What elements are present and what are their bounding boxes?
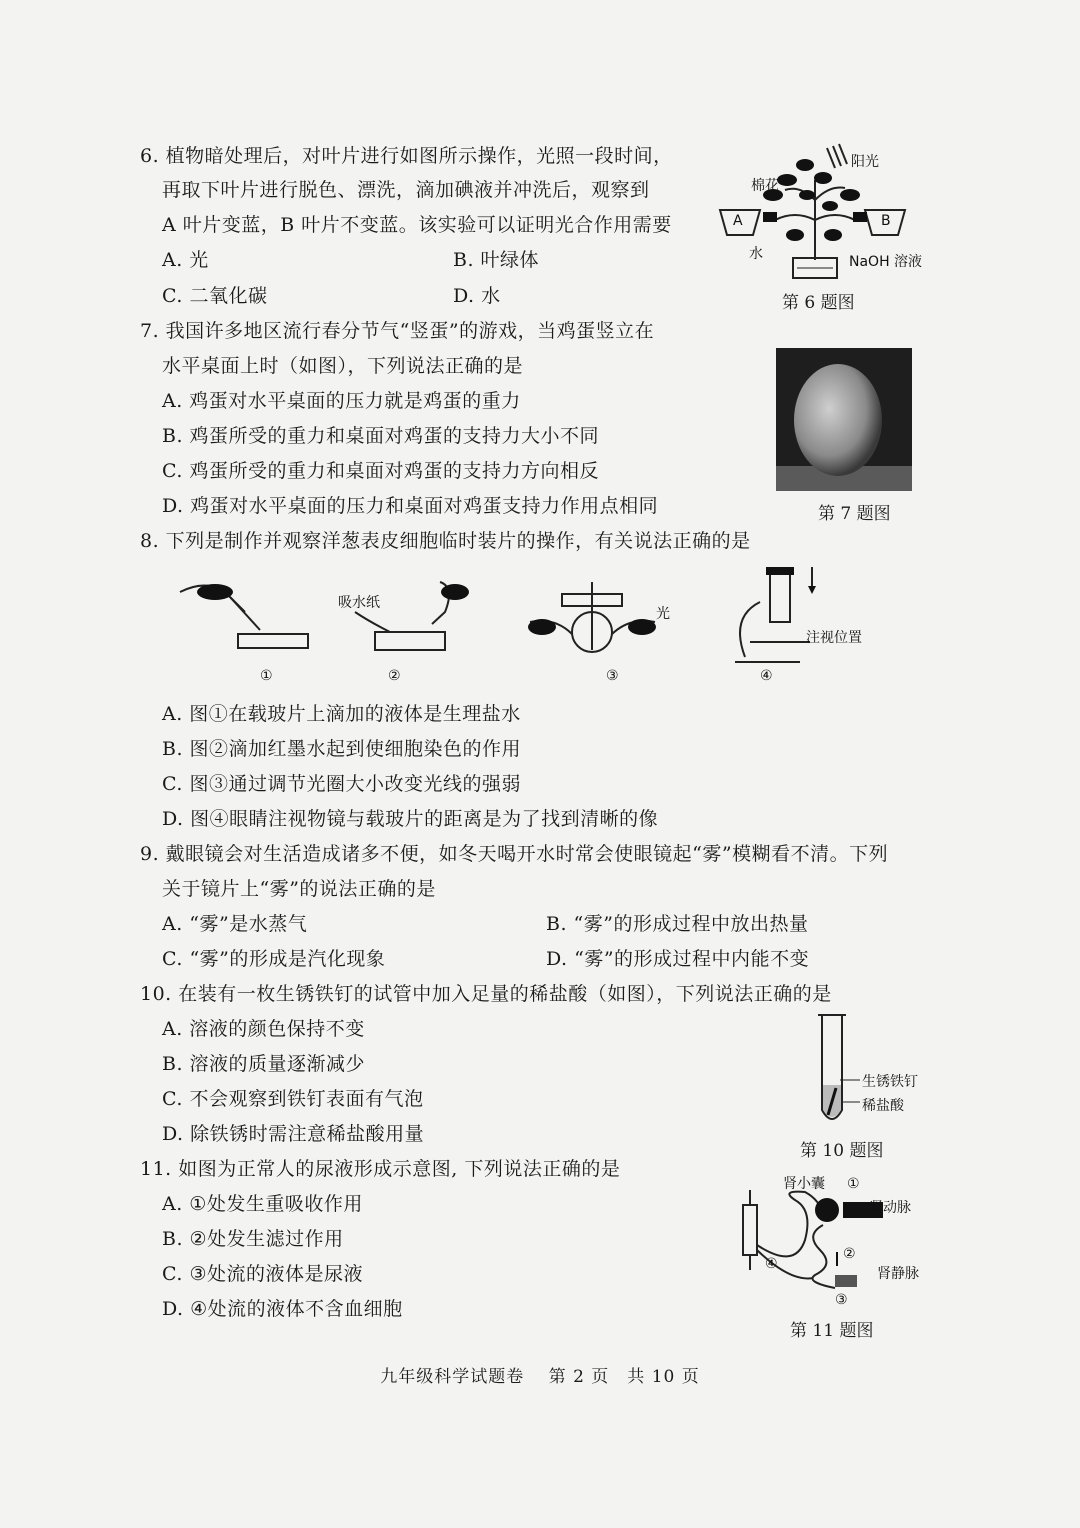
water-label: 水	[749, 246, 763, 262]
q10-test-tube-figure	[810, 1010, 940, 1132]
q10-option-c: C. 不会观察到铁钉表面有气泡	[162, 1088, 424, 1110]
q11-nephron-figure	[735, 1170, 935, 1310]
q6-stem-line-3: A 叶片变蓝，B 叶片不变蓝。该实验可以证明光合作用需要	[162, 214, 672, 236]
renal-capsule-label: 肾小囊	[783, 1176, 825, 1192]
q7-stem-line-2: 水平桌面上时（如图），下列说法正确的是	[162, 355, 524, 377]
sun-label: 阳光	[851, 154, 879, 170]
absorbent-paper-label: 吸水纸	[338, 595, 380, 611]
q11-option-c: C. ③处流的液体是尿液	[162, 1263, 363, 1285]
naoh-label: NaOH 溶液	[849, 254, 923, 270]
q7-option-c: C. 鸡蛋所受的重力和桌面对鸡蛋的支持力方向相反	[162, 460, 599, 482]
leaf-b-label: B	[881, 213, 891, 229]
q6-option-a: A. 光	[162, 249, 209, 271]
q7-stem-line-1: 7. 我国许多地区流行春分节气“竖蛋”的游戏，当鸡蛋竖立在	[140, 320, 655, 342]
q11-option-d: D. ④处流的液体不含血细胞	[162, 1298, 403, 1320]
q7-egg-photo	[776, 348, 912, 491]
q10-stem-line-1: 10. 在装有一枚生锈铁钉的试管中加入足量的稀盐酸（如图），下列说法正确的是	[140, 983, 832, 1005]
cotton-label: 棉花	[751, 178, 779, 194]
step-2-label: ②	[388, 668, 401, 684]
q10-figure-caption: 第 10 题图	[800, 1141, 884, 1161]
q7-option-b: B. 鸡蛋所受的重力和桌面对鸡蛋的支持力大小不同	[162, 425, 600, 447]
q7-figure-caption: 第 7 题图	[818, 504, 891, 524]
q10-option-d: D. 除铁锈时需注意稀盐酸用量	[162, 1123, 425, 1145]
q8-option-b: B. 图②滴加红墨水起到使细胞染色的作用	[162, 738, 522, 760]
renal-artery-label: 肾动脉	[869, 1200, 911, 1216]
q6-option-d: D. 水	[453, 285, 501, 307]
q11-stem-line-1: 11. 如图为正常人的尿液形成示意图, 下列说法正确的是	[140, 1158, 621, 1180]
step-1-label: ①	[260, 668, 273, 684]
leaf-a-label: A	[733, 213, 743, 229]
step-4-label: ④	[760, 668, 773, 684]
q8-stem-line-1: 8. 下列是制作并观察洋葱表皮细胞临时装片的操作，有关说法正确的是	[140, 530, 751, 552]
q6-figure-caption: 第 6 题图	[782, 293, 855, 313]
light-label: 光	[656, 606, 670, 622]
q11-option-b: B. ②处发生滤过作用	[162, 1228, 344, 1250]
renal-vein-label: 肾静脉	[877, 1266, 919, 1282]
q9-option-b: B. “雾”的形成过程中放出热量	[546, 913, 809, 935]
watch-position-label: 注视位置	[806, 630, 862, 646]
q10-option-a: A. 溶液的颜色保持不变	[162, 1018, 365, 1040]
marker-3-label: ③	[835, 1292, 848, 1308]
q9-option-a: A. “雾”是水蒸气	[162, 913, 308, 935]
q11-figure-caption: 第 11 题图	[790, 1321, 874, 1341]
marker-1-label: ①	[847, 1176, 860, 1192]
q9-stem-line-1: 9. 戴眼镜会对生活造成诸多不便，如冬天喝开水时常会使眼镜起“雾”模糊看不清。下列	[140, 843, 889, 865]
dilute-hcl-label: 稀盐酸	[862, 1098, 904, 1114]
q8-option-d: D. 图④眼睛注视物镜与载玻片的距离是为了找到清晰的像	[162, 808, 659, 830]
q6-stem-line-1: 6. 植物暗处理后，对叶片进行如图所示操作，光照一段时间，	[140, 145, 673, 167]
page-footer: 九年级科学试题卷 第 2 页 共 10 页	[380, 1367, 700, 1387]
q8-procedure-figure	[170, 562, 890, 687]
marker-2-label: ②	[843, 1246, 856, 1262]
q6-plant-figure	[715, 140, 945, 290]
q9-stem-line-2: 关于镜片上“雾”的说法正确的是	[162, 878, 436, 900]
q6-stem-line-2: 再取下叶片进行脱色、漂洗，滴加碘液并冲洗后，观察到	[162, 179, 650, 201]
rusty-nail-label: 生锈铁钉	[862, 1074, 918, 1090]
q6-option-b: B. 叶绿体	[453, 249, 540, 271]
q9-option-c: C. “雾”的形成是汽化现象	[162, 948, 386, 970]
q11-option-a: A. ①处发生重吸收作用	[162, 1193, 363, 1215]
q8-option-c: C. 图③通过调节光圈大小改变光线的强弱	[162, 773, 521, 795]
step-3-label: ③	[606, 668, 619, 684]
q9-option-d: D. “雾”的形成过程中内能不变	[546, 948, 810, 970]
q7-option-d: D. 鸡蛋对水平桌面的压力和桌面对鸡蛋支持力作用点相同	[162, 495, 659, 517]
q8-option-a: A. 图①在载玻片上滴加的液体是生理盐水	[162, 703, 521, 725]
q7-option-a: A. 鸡蛋对水平桌面的压力就是鸡蛋的重力	[162, 390, 521, 412]
q6-option-c: C. 二氧化碳	[162, 285, 268, 307]
q10-option-b: B. 溶液的质量逐渐减少	[162, 1053, 366, 1075]
marker-4-label: ④	[765, 1256, 778, 1272]
